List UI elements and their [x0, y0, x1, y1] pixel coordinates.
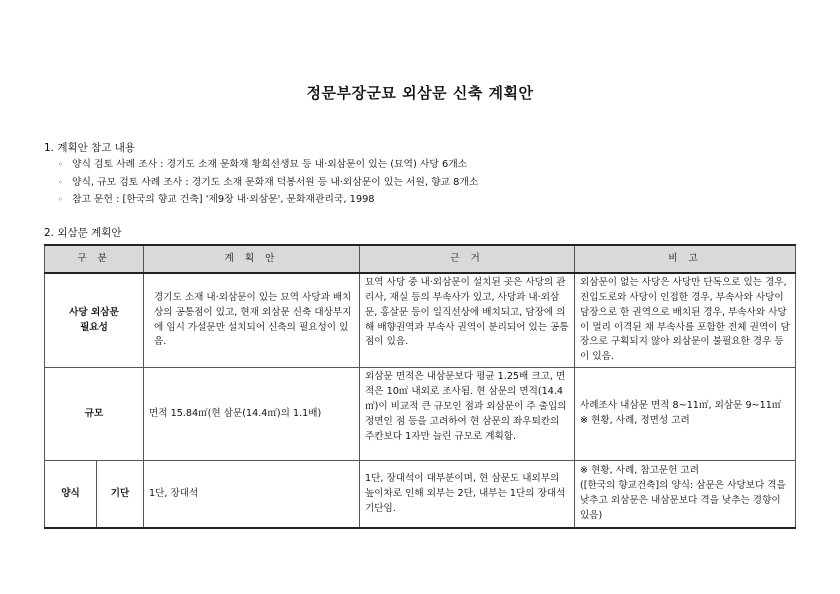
reference-text: 양식 검토 사례 조사 : 경기도 소재 문화재 황희선생묘 등 내·외삼문이 있는 (묘역) 사당 6개소: [72, 159, 468, 170]
header-category: 구 분: [45, 245, 144, 273]
row-sublabel: 기단: [97, 461, 144, 529]
plan-cell: 경기도 소재 내·외삼문이 있는 묘역 사당과 배치상의 공통점이 있고, 현재 외삼문 신축 대상부지에 임시 가설문만 설치되어 신축의 필요성이 있음.: [144, 273, 360, 368]
bullet-icon: ◦: [58, 195, 63, 204]
row-label: 양식: [45, 461, 97, 529]
row-label: 사당 외삼문 필요성: [45, 273, 144, 368]
table-header-row: [45, 245, 796, 273]
section-2-heading: 2. 외삼문 계획안: [44, 227, 122, 239]
reference-item: [58, 174, 478, 188]
reference-item: [58, 191, 375, 205]
basis-cell: 1단, 장대석이 대부분이며, 현 삼문도 내외부의 높이차로 인해 외부는 2단, 내부는 1단의 장대석기단임.: [360, 461, 575, 529]
section-1-heading: 1. 계획안 참고 내용: [44, 142, 136, 154]
header-note: 비 고: [575, 245, 796, 273]
basis-cell: 묘역 사당 중 내·외삼문이 설치된 곳은 사당의 관리사, 재실 등의 부속사가 있고, 사당과 내·외삼문, 홍살문 등이 일직선상에 배치되고, 담장에 의해 배향권역과 부속사 권역이 분리되어 있는 공통점이 있음.: [360, 273, 575, 368]
header-basis: 근 거: [360, 245, 575, 273]
document-title: 정문부장군묘 외삼문 신축 계획안: [306, 84, 534, 102]
plan-cell: 1단, 장대석: [144, 461, 360, 529]
note-cell: ※ 현황, 사례, 참고문헌 고려 ([한국의 향교건축]의 양식: 삼문은 사당보다 격을 낮추고 외삼문은 내삼문보다 격을 낮추는 경향이 있음): [575, 461, 796, 529]
plan-cell: 면적 15.84㎡(현 삼문(14.4㎡)의 1.1배): [144, 368, 360, 461]
row-label: 규모: [45, 368, 144, 461]
table-row: [45, 273, 796, 368]
basis-cell: 외삼문 면적은 내삼문보다 평균 1.25배 크고, 면적은 10㎡ 내외로 조사됨. 현 삼문의 면적(14.4㎡)이 비교적 큰 규모인 점과 외삼문이 주 출입의 정면인 점 등을 고려하여 현 삼문의 좌우퇴칸의 주칸보다 1자만 늘린 규모로 계획함.: [360, 368, 575, 461]
table-row: [45, 461, 796, 529]
reference-item: [58, 156, 467, 170]
plan-table: [44, 244, 796, 529]
reference-text: 참고 문헌 : [한국의 향교 건축] '제9장 내·외삼문', 문화재관리국, 1998: [72, 194, 375, 205]
reference-text: 양식, 규모 검토 사례 조사 : 경기도 소재 문화재 덕봉서원 등 내·외삼문이 있는 서원, 향교 8개소: [72, 177, 479, 188]
bullet-icon: ◦: [58, 178, 63, 187]
header-plan: 계 획 안: [144, 245, 360, 273]
table-row: [45, 368, 796, 461]
bullet-icon: ◦: [58, 160, 63, 169]
note-cell: 사례조사 내삼문 면적 8~11㎡, 외삼문 9~11㎡ ※ 현황, 사례, 정면성 고려: [575, 368, 796, 461]
note-cell: 외삼문이 없는 사당은 사당만 단독으로 있는 경우, 진입도로와 사당이 인접한 경우, 부속사와 사당이 담장으로 한 권역으로 배치된 경우, 부속사와 사당이 멀리 이격된 채 부속사를 포함한 전체 권역이 담장으로 구획되지 않아 외삼문이 불필요한 경우 등이 있음.: [575, 273, 796, 368]
